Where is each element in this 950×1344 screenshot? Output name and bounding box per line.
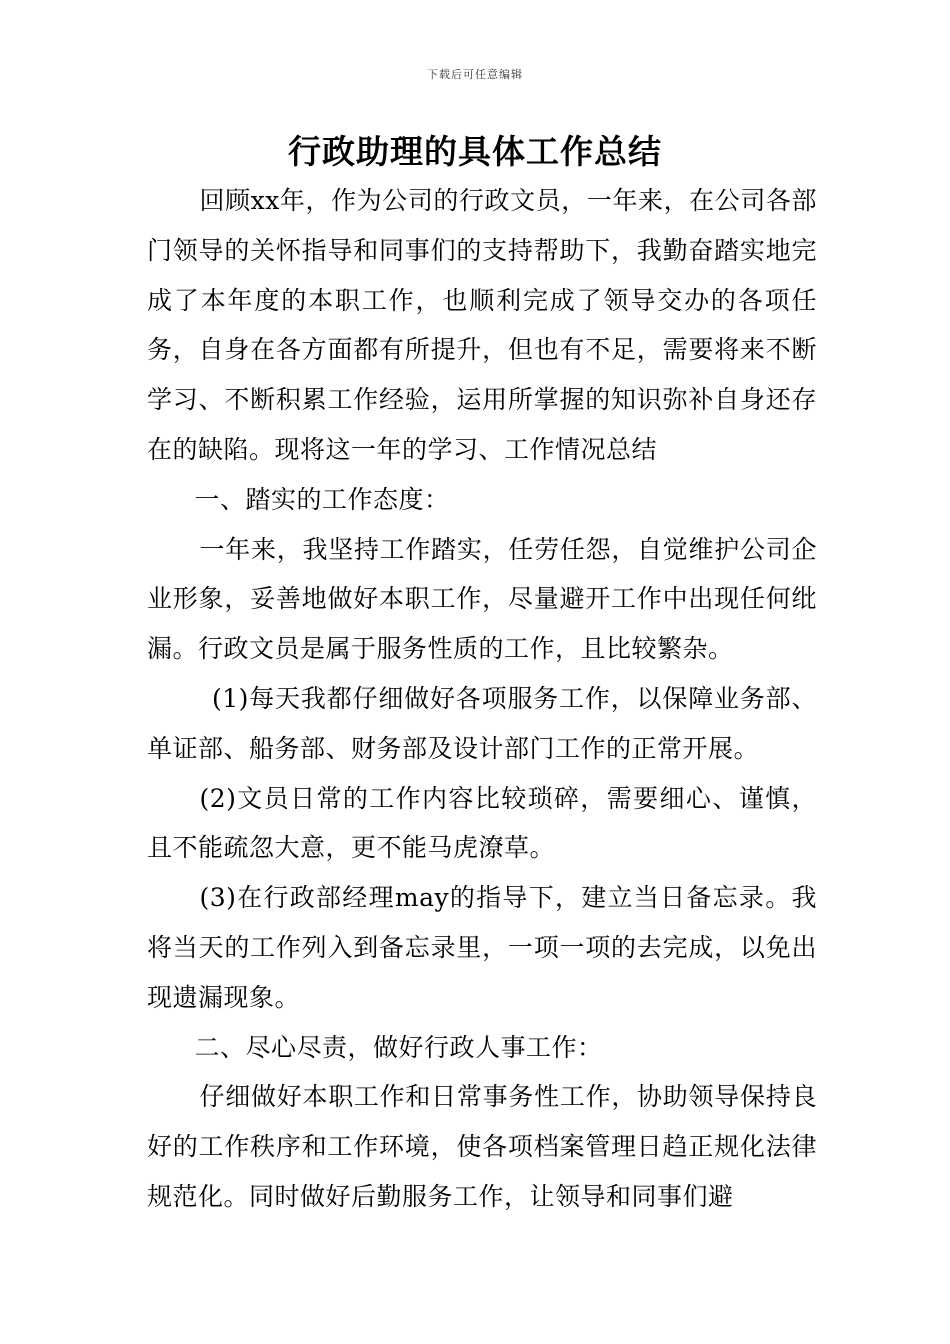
document-title: 行政助理的具体工作总结: [288, 132, 662, 171]
list-item-3: (3)在行政部经理may的指导下，建立当日备忘录。我将当天的工作列入到备忘录里，一项一项的去完成，以免出现遗漏现象。: [147, 883, 817, 1012]
paragraph-admin: 仔细做好本职工作和日常事务性工作，协助领导保持良好的工作秩序和工作环境，使各项档案管理日趋正规化法律规范化。同时做好后勤服务工作，让领导和同事们避: [147, 1082, 817, 1211]
list-item-2: (2)文员日常的工作内容比较琐碎，需要细心、谨慎，且不能疏忽大意，更不能马虎潦草。: [147, 783, 817, 863]
paragraph-intro: 回顾xx年，作为公司的行政文员，一年来，在公司各部门领导的关怀指导和同事们的支持帮助下，我勤奋踏实地完成了本年度的本职工作，也顺利完成了领导交办的各项任务，自身在各方面都有所提升，但也有不足，需要将来不断学习、不断积累工作经验，运用所掌握的知识弥补自身还存在的缺陷。现将这一年的学习、工作情况总结: [147, 186, 817, 464]
paragraph-attitude: 一年来，我坚持工作踏实，任劳任怨，自觉维护公司企业形象，妥善地做好本职工作，尽量避开工作中出现任何纰漏。行政文员是属于服务性质的工作，且比较繁杂。: [147, 534, 817, 664]
header-note: 下载后可任意编辑: [427, 68, 523, 81]
document-body: [147, 176, 817, 1222]
section-heading-2: 二、尽心尽责，做好行政人事工作：: [194, 1032, 603, 1062]
list-item-1: (1)每天我都仔细做好各项服务工作，以保障业务部、单证部、船务部、财务部及设计部门工作的正常开展。: [147, 683, 817, 763]
section-heading-1: 一、踏实的工作态度：: [194, 484, 450, 514]
